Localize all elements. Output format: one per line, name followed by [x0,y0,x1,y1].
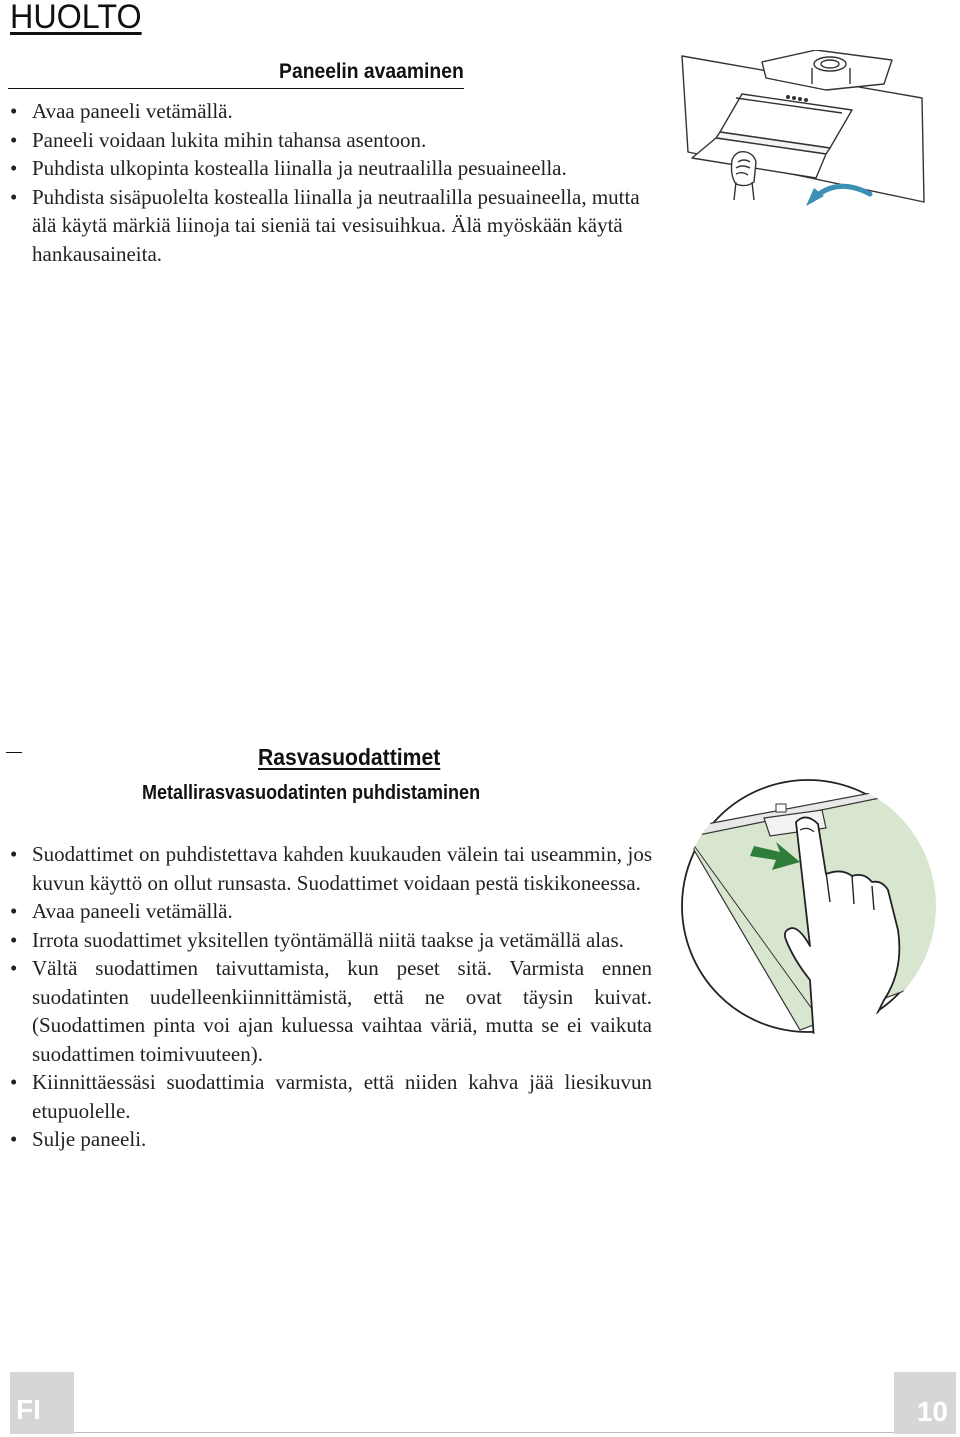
footer-divider [74,1432,894,1433]
language-badge [10,1372,74,1434]
page-number-badge [894,1372,956,1434]
hood-panel-opening-illustration [676,50,946,215]
language-code: FI [16,1394,41,1425]
list-item: • Puhdista ulkopinta kostealla liinalla ja neutraalilla pesuaineella. [8,154,668,183]
list-item: • Kiinnittäessäsi suodattimia varmista, että niiden kahva jää liesikuvun etupuolelle. [8,1068,652,1125]
list-item: • Paneeli voidaan lukita mihin tahansa asentoon. [8,126,668,155]
filter-cleaning-list [8,840,652,1154]
list-item: • Sulje paneeli. [8,1125,652,1154]
list-item: • Avaa paneeli vetämällä. [8,97,668,126]
page-title: HUOLTO [10,0,142,36]
list-item: • Vältä suodattimen taivuttamista, kun peset sitä. Varmista ennen suodatinten uudelleenkiinnittämistä, että ne ovat täysin kuivat. (Suodattimen pinta voi ajan kuluessa vaihtaa väriä, mutta se ei vaikuta suodattimen toimivuuteen). [8,954,652,1068]
list-item: • Puhdista sisäpuolelta kostealla liinalla ja neutraalilla pesuaineella, mutta älä käytä märkiä liinoja tai sieniä tai vesisuihkua. Älä myöskään käytä hankausaineita. [8,183,668,269]
list-item: • Suodattimet on puhdistettava kahden kuukauden välein tai useammin, jos kuvun käyttö on ollut runsasta. Suodattimet voidaan pestä tiskikoneessa. [8,840,652,897]
section-subheading-metal-filters: Metallirasvasuodatinten puhdistaminen [142,782,481,804]
panel-opening-list [8,97,668,268]
section-heading-grease-filters: Rasvasuodattimet [258,744,441,770]
filter-release-illustration [680,770,940,1045]
section-heading-text: Paneelin avaaminen [279,60,464,83]
margin-dash [6,752,22,753]
section-heading-panel-opening [8,60,464,89]
list-item: • Avaa paneeli vetämällä. [8,897,652,926]
page-number: 10 [916,1396,948,1427]
list-item: • Irrota suodattimet yksitellen työntämällä niitä taakse ja vetämällä alas. [8,926,652,955]
